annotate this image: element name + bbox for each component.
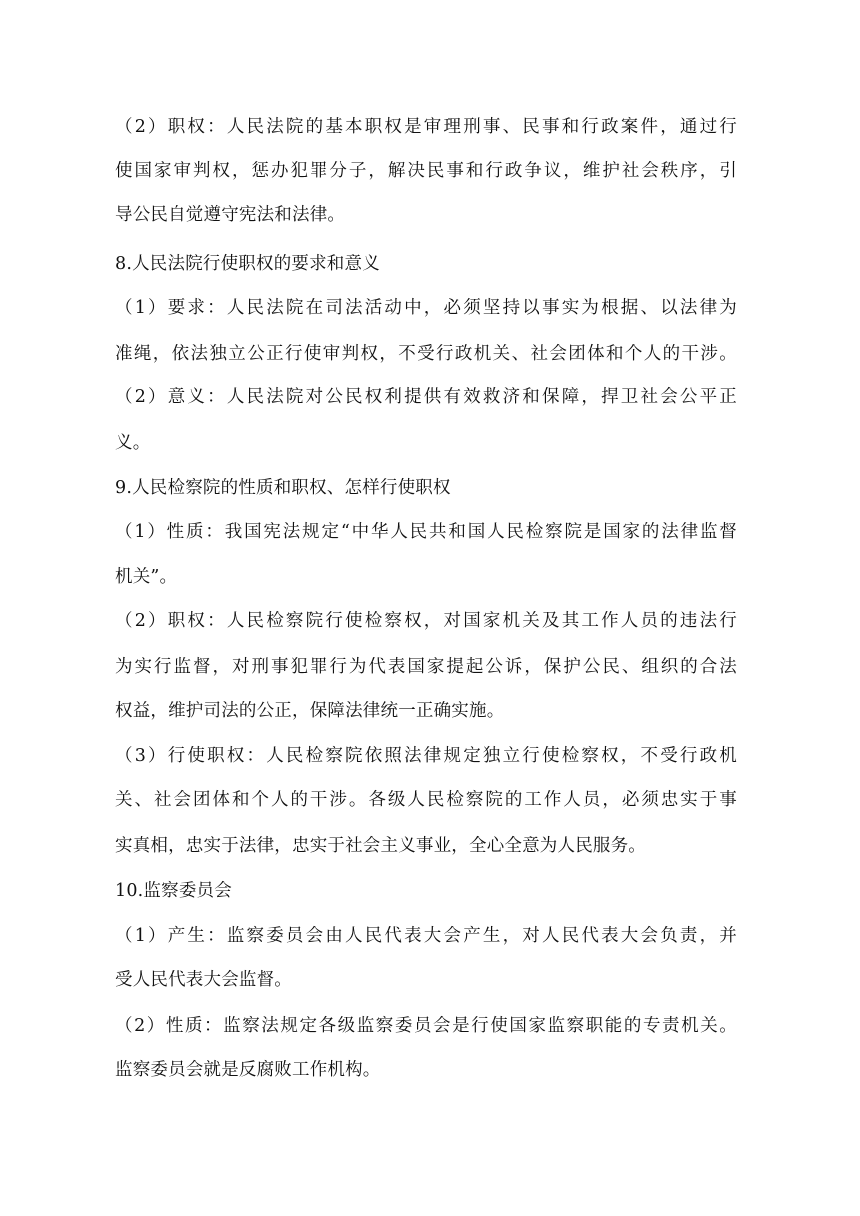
paragraph-line: （2）意义：人民法院对公民权利提供有效救济和保障，捍卫社会公平正 <box>115 387 737 407</box>
paragraph-line: （2）性质：监察法规定各级监察委员会是行使国家监察职能的专责机关。 <box>115 1016 737 1036</box>
paragraph-line: 导公民自觉遵守宪法和法律。 <box>115 205 346 225</box>
paragraph-line: 为实行监督，对刑事犯罪行为代表国家提起公诉，保护公民、组织的合法 <box>115 657 737 677</box>
paragraph-line: 关、社会团体和个人的干涉。各级人民检察院的工作人员，必须忠实于事 <box>115 790 737 810</box>
paragraph-line: 权益，维护司法的公正，保障法律统一正确实施。 <box>115 701 505 721</box>
paragraph-line: 准绳，依法独立公正行使审判权，不受行政机关、社会团体和个人的干涉。 <box>115 344 737 364</box>
paragraph-line: （3）行使职权：人民检察院依照法律规定独立行使检察权，不受行政机 <box>115 746 737 766</box>
paragraph-line: （1）要求：人民法院在司法活动中，必须坚持以事实为根据、以法律为 <box>115 298 737 318</box>
section-heading: 10.监察委员会 <box>115 881 232 901</box>
paragraph-line: 监察委员会就是反腐败工作机构。 <box>115 1060 381 1080</box>
paragraph-line: 实真相，忠实于法律，忠实于社会主义事业，全心全意为人民服务。 <box>115 836 646 856</box>
section-heading: 9.人民检察院的性质和职权、怎样行使职权 <box>115 478 451 498</box>
paragraph-line: （2）职权：人民法院的基本职权是审理刑事、民事和行政案件，通过行 <box>115 117 737 137</box>
paragraph-line: 机关”。 <box>115 567 178 587</box>
paragraph-line: 使国家审判权，惩办犯罪分子，解决民事和行政争议，维护社会秩序，引 <box>115 161 737 181</box>
paragraph-line: 受人民代表大会监督。 <box>115 970 292 990</box>
paragraph-line: （1）性质：我国宪法规定“中华人民共和国人民检察院是国家的法律监督 <box>115 522 737 542</box>
paragraph-line: （2）职权：人民检察院行使检察权，对国家机关及其工作人员的违法行 <box>115 611 737 631</box>
paragraph-line: （1）产生：监察委员会由人民代表大会产生，对人民代表大会负责，并 <box>115 926 737 946</box>
section-heading: 8.人民法院行使职权的要求和意义 <box>115 254 380 274</box>
paragraph-line: 义。 <box>115 433 151 453</box>
